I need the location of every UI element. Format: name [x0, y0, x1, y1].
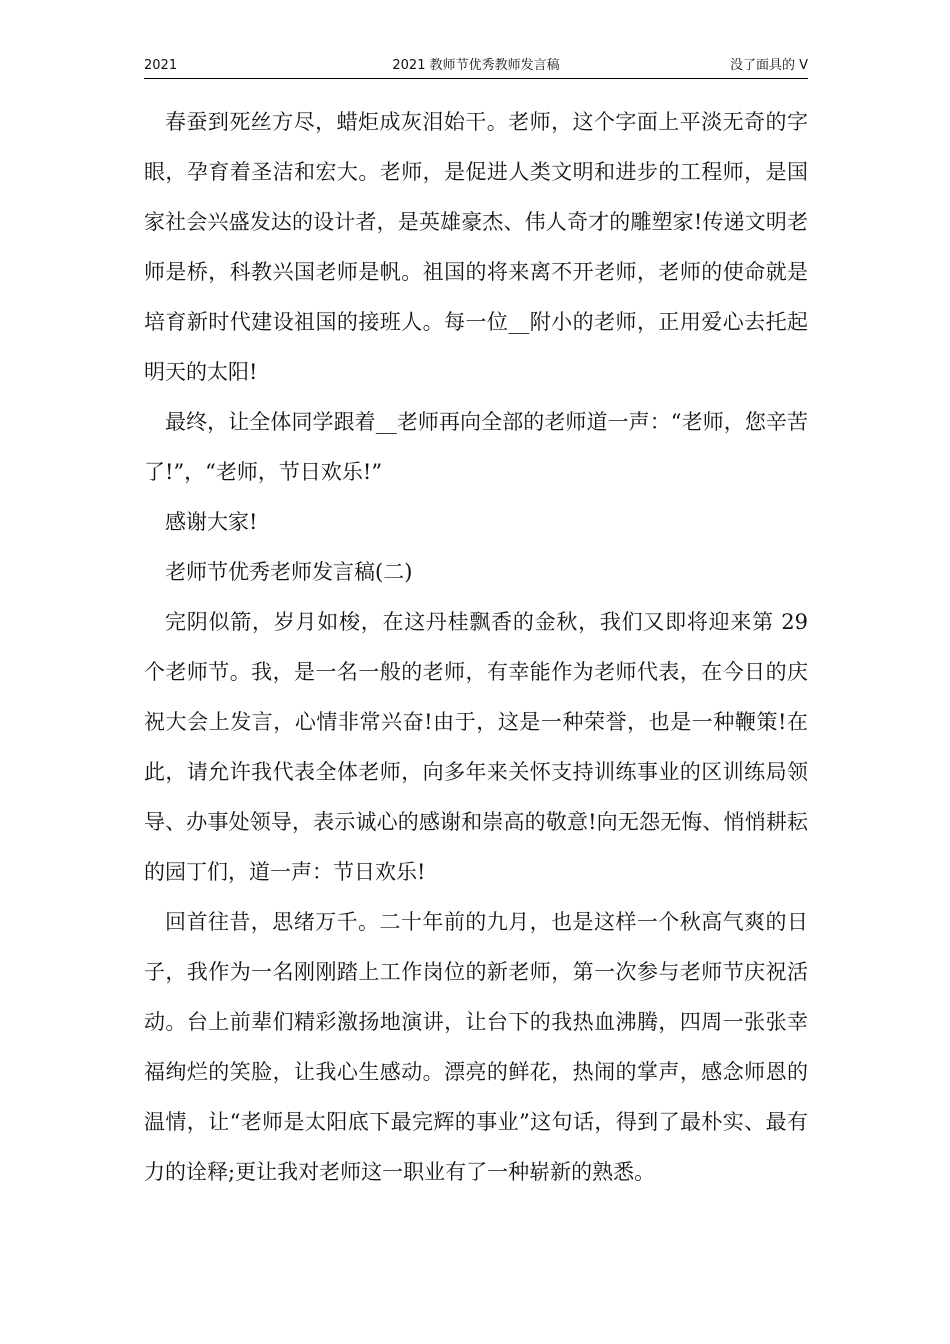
header-divider: [144, 78, 808, 79]
paragraph: 回首往昔，思绪万千。二十年前的九月，也是这样一个秋高气爽的日子，我作为一名刚刚踏上工作岗位的新老师，第一次参与老师节庆祝活动。台上前辈们精彩激扬地演讲，让台下的我热血沸腾，四周一张张幸福绚烂的笑脸，让我心生感动。漂亮的鲜花，热闹的掌声，感念师恩的温情，让“老师是太阳底下最完辉的事业”这句话，得到了最朴实、最有力的诠释;更让我对老师这一职业有了一种崭新的熟悉。: [144, 910, 808, 1184]
header-title: 2021 教师节优秀教师发言稿: [392, 58, 560, 73]
paragraph: 春蚕到死丝方尽，蜡炬成灰泪始干。老师，这个字面上平淡无奇的字眼，孕育着圣洁和宏大。老师，是促进人类文明和进步的工程师，是国家社会兴盛发达的设计者，是英雄豪杰、伟人奇才的雕塑家!传递文明老师是桥，科教兴国老师是帆。祖国的将来离不开老师，老师的使命就是培育新时代建设祖国的接班人。每一位__附小的老师，正用爱心去托起明天的太阳!: [144, 110, 808, 384]
header-author: 没了面具的 V: [729, 58, 808, 73]
document-body: [144, 97, 808, 1197]
header-year: 2021: [144, 58, 178, 73]
paragraph: 最终，让全体同学跟着__老师再向全部的老师道一声：“老师，您辛苦了!”，“老师，节日欢乐!”: [144, 410, 808, 484]
paragraph: 完阴似箭，岁月如梭，在这丹桂飘香的金秋，我们又即将迎来第 29 个老师节。我，是一名一般的老师，有幸能作为老师代表，在今日的庆祝大会上发言，心情非常兴奋!由于，这是一种荣誉，也是一种鞭策!在此，请允许我代表全体老师，向多年来关怀支持训练事业的区训练局领导、办事处领导，表示诚心的感谢和崇高的敬意!向无怨无悔、悄悄耕耘的园丁们，道一声：节日欢乐!: [144, 610, 808, 884]
page-header: [144, 56, 808, 76]
section-heading: 老师节优秀老师发言稿(二): [165, 560, 413, 584]
paragraph: 感谢大家!: [165, 510, 258, 534]
